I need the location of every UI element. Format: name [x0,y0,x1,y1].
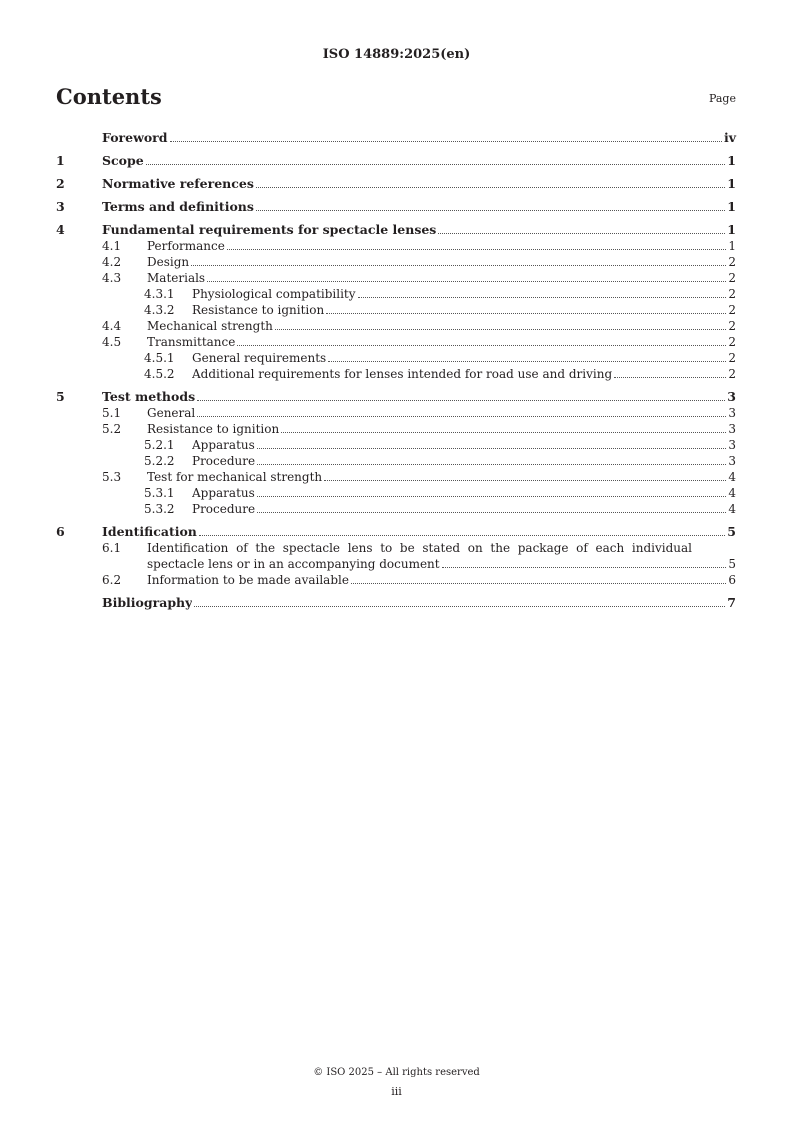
toc-entry[interactable] [56,437,736,453]
toc-entry[interactable] [56,334,736,350]
toc-entry-page: 1 [727,222,736,237]
toc-entry-number: 6.1 [102,541,122,555]
toc-entry[interactable] [56,286,736,302]
toc-entry[interactable] [56,318,736,334]
toc-entry[interactable] [56,485,736,501]
toc-entry-page: 3 [728,454,736,468]
toc-entry[interactable] [56,130,736,146]
table-of-contents [56,130,736,611]
toc-entry[interactable] [56,595,736,611]
toc-entry[interactable] [56,238,736,254]
toc-entry-page: 4 [728,502,736,516]
toc-entry-page: 4 [728,470,736,484]
dot-leader [194,595,725,607]
toc-entry-title: Apparatus [192,486,255,500]
dot-leader [197,405,726,417]
dot-leader [257,501,726,513]
toc-entry-number: 4.5.1 [144,351,175,365]
toc-entry-page: 4 [728,486,736,500]
toc-entry-title: Procedure [192,454,256,468]
toc-entry-title: Physiological compatibility [192,287,356,301]
dot-leader [614,366,726,378]
toc-entry-title: Bibliography [102,595,193,610]
toc-entry-page: 2 [728,335,736,349]
toc-entry-title: Resistance to ignition [192,303,325,317]
toc-entry[interactable] [56,270,736,286]
contents-title: Contents [56,84,162,109]
toc-entry-number: 5.1 [102,406,122,420]
toc-entry-number: 4.3.1 [144,287,175,301]
toc-entry[interactable] [56,524,736,540]
dot-leader [256,199,725,211]
footer-copyright: © ISO 2025 – All rights reserved [313,1067,480,1078]
toc-entry[interactable] [56,389,736,405]
dot-leader [326,302,726,314]
toc-entry-title: General requirements [192,351,327,365]
toc-entry[interactable] [56,302,736,318]
toc-entry-page: 2 [728,255,736,269]
toc-entry-number: 1 [56,153,65,168]
toc-entry[interactable] [56,540,736,572]
toc-entry-number: 4 [56,222,65,237]
dot-leader [170,130,722,142]
toc-entry-title: Procedure [192,502,256,516]
toc-entry[interactable] [56,176,736,192]
toc-entry-number: 5.2.2 [144,454,175,468]
toc-entry-page: 5 [728,557,736,571]
toc-entry-title: Test for mechanical strength [147,470,323,484]
dot-leader [257,453,726,465]
toc-entry-title: Information to be made available [147,573,349,587]
toc-entry-page: 2 [728,319,736,333]
dot-leader [256,176,725,188]
toc-entry[interactable] [56,421,736,437]
toc-entry-number: 5.3.1 [144,486,175,500]
toc-entry-number: 4.4 [102,319,122,333]
toc-entry-number: 5 [56,389,65,404]
toc-entry-page: 2 [728,303,736,317]
toc-entry[interactable] [56,222,736,238]
toc-entry-page: 2 [728,351,736,365]
toc-entry[interactable] [56,366,736,382]
toc-entry[interactable] [56,350,736,366]
toc-entry-page: iv [723,130,736,145]
footer-page-number: iii [391,1085,402,1098]
toc-entry[interactable] [56,572,736,588]
toc-entry-number: 4.5.2 [144,367,175,381]
toc-entry[interactable] [56,501,736,517]
toc-entry-number: 3 [56,199,65,214]
toc-entry-title: Identification [102,524,197,539]
dot-leader [199,524,725,536]
toc-entry-page: 3 [728,406,736,420]
toc-entry-number: 2 [56,176,65,191]
toc-entry-title: Fundamental requirements for spectacle lenses [102,222,437,237]
dot-leader [257,437,727,449]
toc-entry-number: 4.2 [102,255,122,269]
toc-entry[interactable] [56,453,736,469]
toc-entry-title: spectacle lens or in an accompanying document [147,557,440,571]
toc-entry[interactable] [56,199,736,215]
dot-leader [191,254,726,266]
toc-entry-number: 6.2 [102,573,122,587]
toc-entry-title: Design [147,255,190,269]
toc-entry-page: 6 [728,573,736,587]
toc-entry-number: 6 [56,524,65,539]
toc-entry-page: 1 [727,199,736,214]
toc-entry-title: Test methods [102,389,196,404]
toc-entry-title: Materials [147,271,206,285]
dot-leader [328,350,726,362]
toc-entry-title: Normative references [102,176,254,191]
dot-leader [351,572,726,584]
page-column-label: Page [708,92,736,105]
toc-entry-number: 4.1 [102,239,122,253]
dot-leader [442,556,727,568]
toc-entry[interactable] [56,254,736,270]
toc-entry-number: 4.3.2 [144,303,175,317]
toc-entry-number: 5.3 [102,470,122,484]
document-header: ISO 14889:2025(en) [322,47,471,62]
toc-entry-title: Transmittance [147,335,236,349]
dot-leader [197,389,725,401]
toc-entry-page: 3 [728,438,736,452]
toc-entry-page: 5 [727,524,736,539]
dot-leader [275,318,726,330]
dot-leader [358,286,727,298]
toc-entry-title: General [147,406,196,420]
toc-entry[interactable] [56,469,736,485]
toc-entry-number: 5.2.1 [144,438,175,452]
toc-entry-number: 4.5 [102,335,122,349]
toc-entry-number: 5.3.2 [144,502,175,516]
dot-leader [237,334,726,346]
dot-leader [324,469,726,481]
toc-entry-page: 1 [728,239,736,253]
dot-leader [146,153,726,165]
dot-leader [438,222,725,234]
toc-entry-page: 2 [728,367,736,381]
toc-entry[interactable] [56,405,736,421]
dot-leader [227,238,727,250]
dot-leader [257,485,727,497]
toc-entry-title: Mechanical strength [147,319,273,333]
toc-entry-page: 3 [727,389,736,404]
toc-entry-title: Resistance to ignition [147,422,280,436]
toc-entry-title: Scope [102,153,144,168]
toc-entry-number: 4.3 [102,271,122,285]
toc-entry-title: Foreword [102,130,168,145]
dot-leader [281,421,726,433]
toc-entry-page: 3 [728,422,736,436]
toc-entry-number: 5.2 [102,422,122,436]
toc-entry-title: Additional requirements for lenses intended for road use and driving [192,367,613,381]
toc-entry-title: Performance [147,239,225,253]
toc-entry-page: 2 [728,271,736,285]
dot-leader [207,270,726,282]
toc-entry-page: 2 [728,287,736,301]
toc-entry-title-line1: Identification of the spectacle lens to be stated on the package of each individual [147,541,692,555]
toc-entry-page: 7 [727,595,736,610]
toc-entry-page: 1 [727,153,736,168]
toc-entry-page: 1 [727,176,736,191]
toc-entry-title: Apparatus [192,438,255,452]
toc-entry[interactable] [56,153,736,169]
toc-entry-title: Terms and definitions [102,199,254,214]
